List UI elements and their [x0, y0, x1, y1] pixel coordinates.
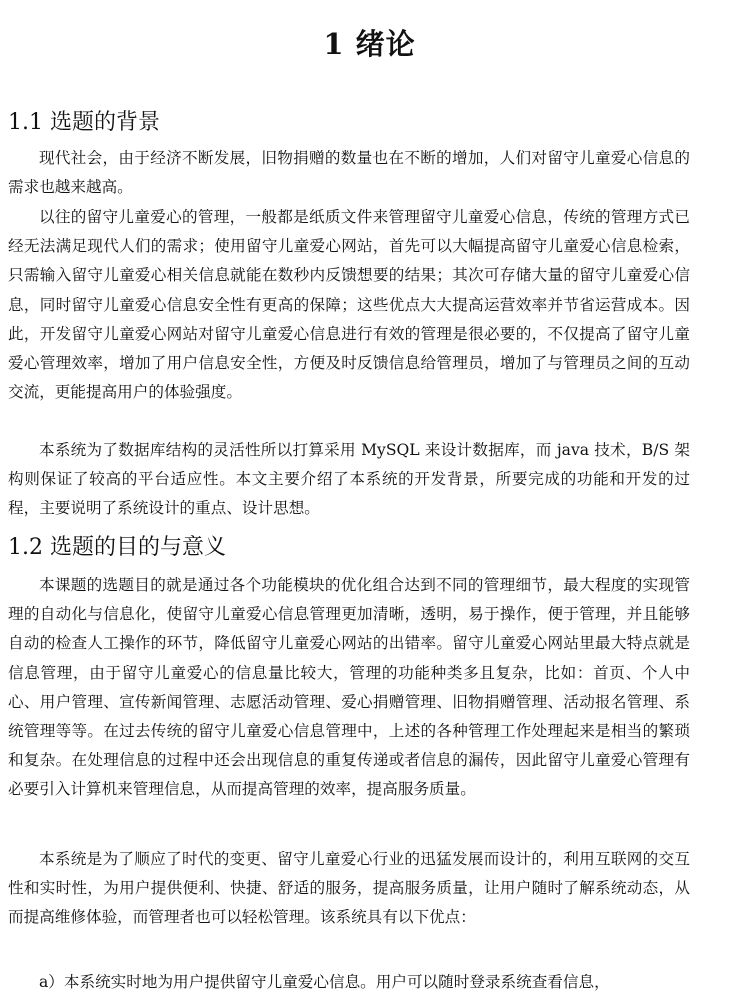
section-heading-1-2: 1.2 选题的目的与意义	[8, 535, 226, 560]
paragraph-background-3: 本系统为了数据库结构的灵活性所以打算采用 MySQL 来设计数据库，而 java 技术，B/S 架构则保证了较高的平台适应性。本文主要介绍了本系统的开发背景，所要完成的功能和开发的过程，主要说明了系统设计的重点、设计思想。	[8, 441, 690, 518]
paragraph-purpose-1: 本课题的选题目的就是通过各个功能模块的优化组合达到不同的管理细节，最大程度的实现管理的自动化与信息化，使留守儿童爱心信息管理更加清晰，透明，易于操作，便于管理，并且能够自动的检查人工操作的环节，降低留守儿童爱心网站的出错率。留守儿童爱心网站里最大特点就是信息管理，由于留守儿童爱心的信息量比较大，管理的功能种类多且复杂，比如：首页、个人中心、用户管理、宣传新闻管理、志愿活动管理、爱心捐赠管理、旧物捐赠管理、活动报名管理、系统管理等等。在过去传统的留守儿童爱心信息管理中，上述的各种管理工作处理起来是相当的繁琐和复杂。在处理信息的过程中还会出现信息的重复传递或者信息的漏传，因此留守儿童爱心管理有必要引入计算机来管理信息，从而提高管理的效率，提高服务质量。	[8, 576, 690, 799]
paragraph-background-2: 以往的留守儿童爱心的管理，一般都是纸质文件来管理留守儿童爱心信息，传统的管理方式已经无法满足现代人们的需求；使用留守儿童爱心网站，首先可以大幅提高留守儿童爱心信息检索，只需输入留守儿童爱心相关信息就能在数秒内反馈想要的结果；其次可存储大量的留守儿童爱心信息，同时留守儿童爱心信息安全性有更高的保障；这些优点大大提高运营效率并节省运营成本。因此，开发留守儿童爱心网站对留守儿童爱心信息进行有效的管理是很必要的，不仅提高了留守儿童爱心管理效率，增加了用户信息安全性，方便及时反馈信息给管理员，增加了与管理员之间的互动交流，更能提高用户的体验强度。	[8, 208, 690, 402]
chapter-title: 1 绪论	[323, 27, 416, 61]
section-heading-1-1: 1.1 选题的背景	[8, 110, 160, 135]
paragraph-purpose-2: 本系统是为了顺应了时代的变更、留守儿童爱心行业的迅猛发展而设计的，利用互联网的交互性和实时性，为用户提供便利、快捷、舒适的服务，提高服务质量，让用户随时了解系统动态，从而提高维修体验，而管理者也可以轻松管理。该系统具有以下优点：	[8, 850, 690, 927]
paragraph-background-1: 现代社会，由于经济不断发展，旧物捐赠的数量也在不断的增加，人们对留守儿童爱心信息的需求也越来越高。	[8, 149, 690, 197]
list-item-a: a）本系统实时地为用户提供留守儿童爱心信息。用户可以随时登录系统查看信息，	[39, 973, 610, 991]
